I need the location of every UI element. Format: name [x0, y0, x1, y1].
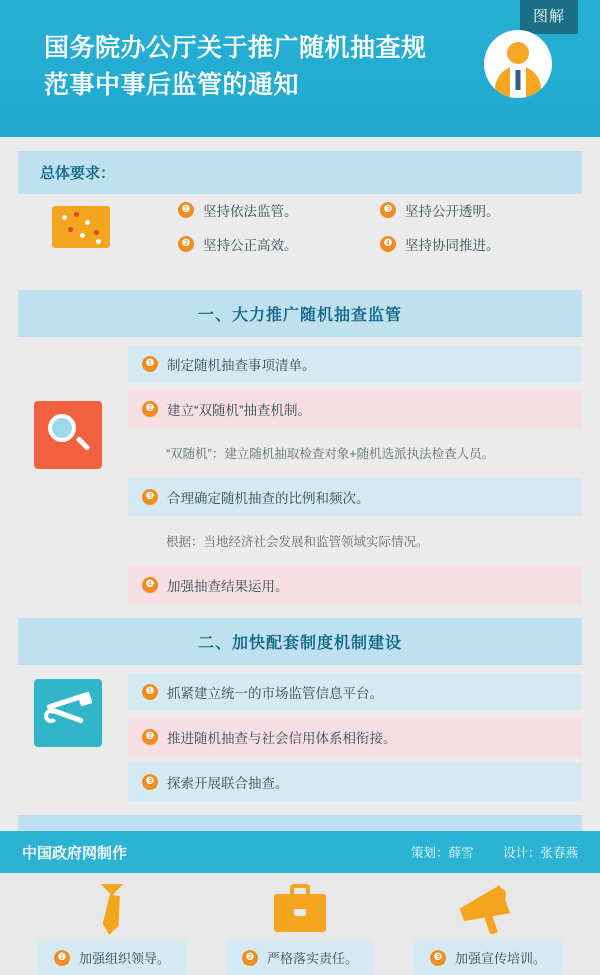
item-number: ❷ [242, 950, 258, 966]
magnifier-handle [76, 436, 91, 451]
tie-icon [18, 878, 206, 940]
work-pill [414, 940, 562, 975]
work-item [18, 878, 206, 975]
scatter-dot [80, 233, 85, 238]
magnifier-icon [34, 401, 102, 469]
overall-band-label: 总体要求： [18, 151, 582, 194]
work-pill [226, 940, 374, 975]
work-pill [38, 940, 186, 975]
screwdriver-handle [77, 691, 92, 706]
row-label: 抓紧建立统一的市场监管信息平台。 [167, 686, 383, 701]
section-1-block [18, 345, 582, 604]
work-item [394, 878, 582, 975]
scatter-dot [62, 215, 67, 220]
overall-items [178, 200, 582, 268]
scatter-dot [74, 212, 79, 217]
magnifier-lens [48, 414, 76, 442]
briefcase-icon [206, 878, 394, 940]
item-number: ❷ [142, 729, 158, 745]
footer-producer: 中国政府网制作 [22, 844, 128, 862]
item-number: ❶ [142, 356, 158, 372]
footer-credits [385, 843, 578, 861]
content-row [128, 718, 582, 756]
overall-item [380, 200, 582, 220]
page-header [0, 0, 600, 137]
item-number: ❹ [142, 577, 158, 593]
avatar-tie [516, 70, 521, 90]
row-label: 建立“双随机”抽查机制。 [167, 403, 311, 418]
work-item [206, 878, 394, 975]
content-row [128, 763, 582, 801]
row-label: 加强抽查结果运用。 [167, 579, 289, 594]
section-1-title: 一、大力推广随机抽查监管 [18, 290, 582, 337]
tools-icon [34, 679, 102, 747]
section-2-block [18, 673, 582, 801]
wrench-head [44, 709, 58, 723]
item-number: ❸ [142, 489, 158, 505]
briefcase-clasp [294, 909, 306, 916]
content-row [128, 390, 582, 428]
section-2-rows [128, 673, 582, 801]
content-row [128, 673, 582, 711]
footer-designer: 设计：张春燕 [502, 846, 578, 860]
section-1-rows [128, 345, 582, 604]
page-title: 国务院办公厅关于推广随机抽查规范事中事后监管的通知 [44, 34, 427, 99]
item-number: ❷ [142, 401, 158, 417]
scatter-dot [94, 230, 99, 235]
megaphone-icon [394, 878, 582, 940]
item-number: ❸ [430, 950, 446, 966]
avatar-head [507, 42, 529, 64]
footer-planner: 策划：薛雪 [410, 846, 474, 860]
item-number: ❶ [54, 950, 70, 966]
tie-body [101, 894, 122, 936]
megaphone-handle [484, 915, 498, 935]
overall-item [178, 234, 380, 254]
section-2-title: 二、加快配套制度机制建设 [18, 618, 582, 665]
scatter-icon [52, 206, 110, 248]
page-footer [0, 831, 600, 873]
content-row [128, 345, 582, 383]
overall-item [178, 200, 380, 220]
item-label: 坚持公正高效。 [203, 238, 298, 253]
tie-knot [101, 884, 123, 896]
item-number: ❸ [380, 202, 396, 218]
content-row [128, 566, 582, 604]
item-label: 坚持公开透明。 [405, 204, 500, 219]
official-avatar [484, 30, 552, 98]
overall-item [380, 234, 582, 254]
overall-requirements [18, 200, 582, 276]
content-note [128, 435, 582, 471]
item-label: 坚持协同推进。 [405, 238, 500, 253]
work-label: 加强组织领导。 [78, 951, 170, 966]
content-note [128, 523, 582, 559]
work-label: 严格落实责任。 [266, 951, 358, 966]
section-3-items [18, 878, 582, 975]
content-row [128, 478, 582, 516]
note-label: “双随机”：建立随机抽取检查对象+随机选派执法检查人员。 [166, 447, 495, 461]
note-label: 根据：当地经济社会发展和监管领域实际情况。 [166, 535, 429, 549]
item-number: ❶ [178, 202, 194, 218]
scatter-dot [68, 227, 73, 232]
item-number: ❶ [142, 684, 158, 700]
row-label: 制定随机抽查事项清单。 [167, 358, 316, 373]
megaphone-wave [492, 888, 506, 902]
row-label: 合理确定随机抽查的比例和频次。 [167, 491, 370, 506]
scatter-dot [96, 239, 101, 244]
item-number: ❹ [380, 236, 396, 252]
item-number: ❷ [178, 236, 194, 252]
item-number: ❸ [142, 774, 158, 790]
work-label: 加强宣传培训。 [454, 951, 546, 966]
scatter-dot [85, 220, 90, 225]
header-badge: 图解 [520, 0, 578, 34]
item-label: 坚持依法监管。 [203, 204, 298, 219]
row-label: 推进随机抽查与社会信用体系相衔接。 [167, 731, 397, 746]
row-label: 探索开展联合抽查。 [167, 776, 289, 791]
